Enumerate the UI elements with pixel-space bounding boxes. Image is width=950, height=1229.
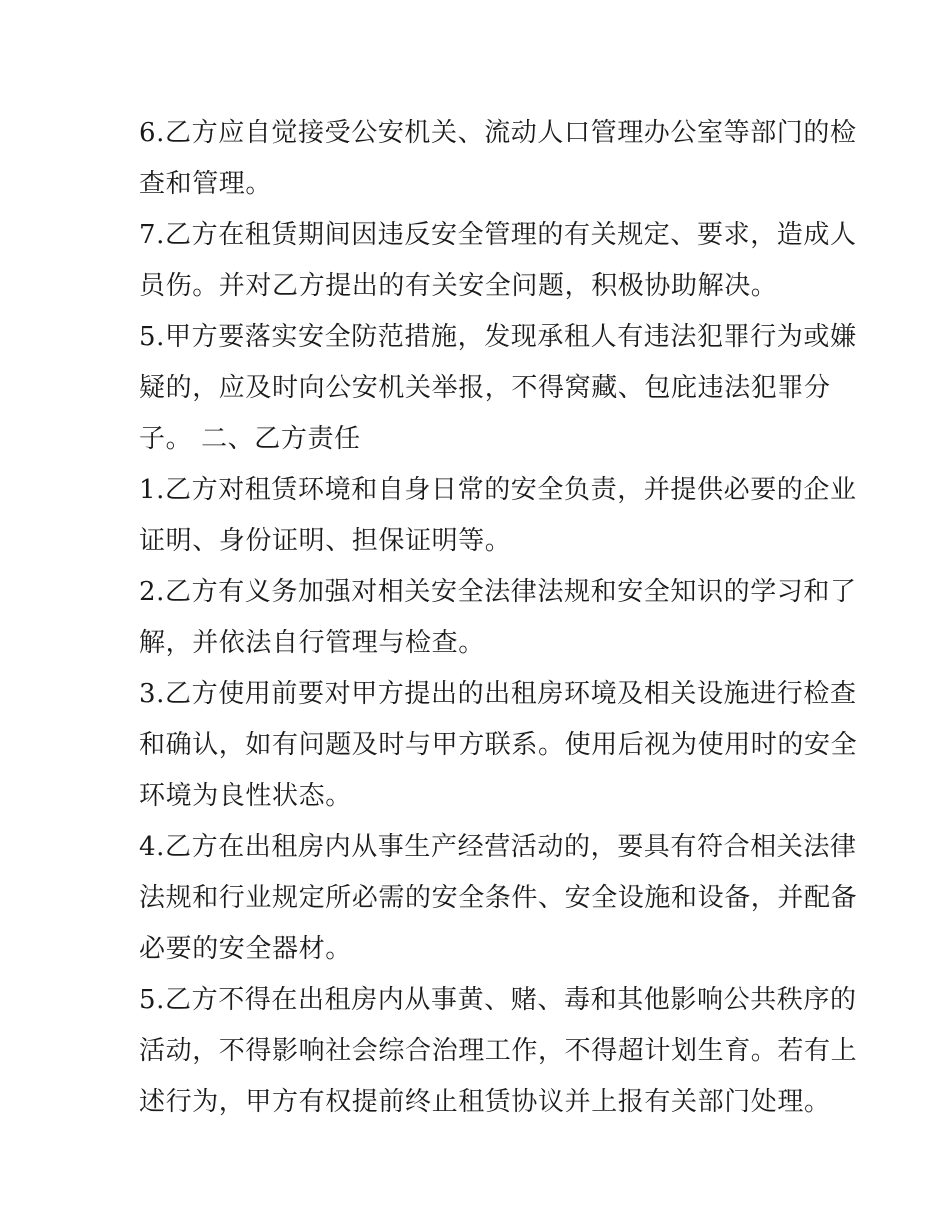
text-line: 员伤。并对乙方提出的有关安全问题，积极协助解决。: [139, 271, 778, 301]
text-line: 查和管理。: [139, 169, 273, 199]
text-line: 1.乙方对租赁环境和自身日常的安全负责，并提供必要的企业: [139, 475, 857, 505]
text-line: 疑的，应及时向公安机关举报，不得窝藏、包庇违法犯罪分: [139, 373, 831, 403]
text-line: 3.乙方使用前要对甲方提出的出租房环境及相关设施进行检查: [139, 679, 857, 709]
text-line: 解，并依法自行管理与检查。: [139, 628, 485, 658]
text-line: 7.乙方在租赁期间因违反安全管理的有关规定、要求，造成人: [139, 220, 857, 250]
text-line: 必要的安全器材。: [139, 934, 352, 964]
text-line: 和确认，如有问题及时与甲方联系。使用后视为使用时的安全: [139, 730, 858, 760]
text-line: 述行为，甲方有权提前终止租赁协议并上报有关部门处理。: [139, 1087, 831, 1117]
text-line: 子。 二、乙方责任: [139, 424, 361, 454]
text-line: 5.乙方不得在出租房内从事黄、赌、毒和其他影响公共秩序的: [139, 985, 857, 1015]
text-line: 法规和行业规定所必需的安全条件、安全设施和设备，并配备: [139, 883, 858, 913]
text-line: 活动，不得影响社会综合治理工作，不得超计划生育。若有上: [139, 1036, 858, 1066]
text-line: 证明、身份证明、担保证明等。: [139, 526, 512, 556]
text-line: 4.乙方在出租房内从事生产经营活动的，要具有符合相关法律: [139, 832, 857, 862]
text-line: 环境为良性状态。: [139, 781, 352, 811]
text-line: 2.乙方有义务加强对相关安全法律法规和安全知识的学习和了: [139, 577, 857, 607]
text-line: 6.乙方应自觉接受公安机关、流动人口管理办公室等部门的检: [139, 118, 857, 148]
document-body: [139, 108, 858, 1128]
text-line: 5.甲方要落实安全防范措施，发现承租人有违法犯罪行为或嫌: [139, 322, 857, 352]
